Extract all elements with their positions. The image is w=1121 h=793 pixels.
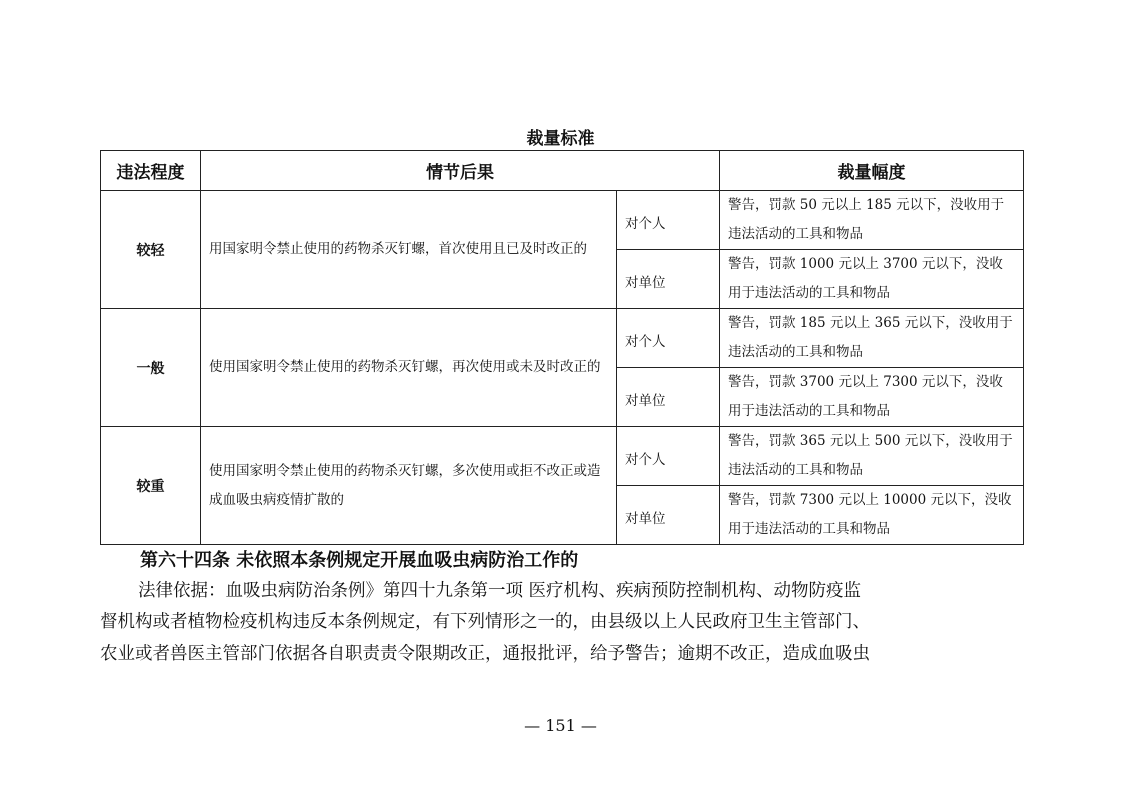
target-unit-cell: 对单位 [617, 250, 720, 309]
legal-basis-line: 法律依据：血吸虫病防治条例》第四十九条第一项 医疗机构、疾病预防控制机构、动物防疫监 [138, 581, 862, 601]
section-heading: 第六十四条 未依照本条例规定开展血吸虫病防治工作的 [140, 550, 579, 571]
table-row [101, 427, 1024, 486]
penalty-cell: 警告，罚款 50 元以上 185 元以下，没收用于违法活动的工具和物品 [720, 191, 1024, 250]
header-penalty: 裁量幅度 [720, 151, 1024, 191]
target-unit-cell: 对单位 [617, 486, 720, 545]
circumstance-cell: 使用国家明令禁止使用的药物杀灭钉螺，再次使用或未及时改正的 [201, 309, 617, 427]
penalty-cell: 警告，罚款 185 元以上 365 元以下，没收用于违法活动的工具和物品 [720, 309, 1024, 368]
penalty-cell: 警告，罚款 3700 元以上 7300 元以下，没收用于违法活动的工具和物品 [720, 368, 1024, 427]
circumstance-cell: 用国家明令禁止使用的药物杀灭钉螺，首次使用且已及时改正的 [201, 191, 617, 309]
level-cell: 较重 [101, 427, 201, 545]
target-unit-cell: 对单位 [617, 368, 720, 427]
header-level: 违法程度 [101, 151, 201, 191]
level-cell: 较轻 [101, 191, 201, 309]
target-individual-cell: 对个人 [617, 427, 720, 486]
penalty-cell: 警告，罚款 7300 元以上 10000 元以下，没收用于违法活动的工具和物品 [720, 486, 1024, 545]
header-circumstance: 情节后果 [201, 151, 720, 191]
page-number: — 151 — [524, 716, 597, 735]
legal-basis-line: 督机构或者植物检疫机构违反本条例规定，有下列情形之一的，由县级以上人民政府卫生主管部门、 [100, 612, 870, 632]
table-title: 裁量标准 [526, 129, 595, 149]
circumstance-cell: 使用国家明令禁止使用的药物杀灭钉螺，多次使用或拒不改正或造成血吸虫病疫情扩散的 [201, 427, 617, 545]
level-cell: 一般 [101, 309, 201, 427]
table-row [101, 191, 1024, 250]
table-header-row [101, 151, 1024, 191]
legal-basis-line: 农业或者兽医主管部门依据各自职责责令限期改正，通报批评，给予警告；逾期不改正，造成血吸虫 [100, 644, 870, 664]
target-individual-cell: 对个人 [617, 191, 720, 250]
penalty-cell: 警告，罚款 1000 元以上 3700 元以下，没收用于违法活动的工具和物品 [720, 250, 1024, 309]
target-individual-cell: 对个人 [617, 309, 720, 368]
table-row [101, 309, 1024, 368]
penalty-cell: 警告，罚款 365 元以上 500 元以下，没收用于违法活动的工具和物品 [720, 427, 1024, 486]
penalty-standard-table [100, 150, 1024, 545]
